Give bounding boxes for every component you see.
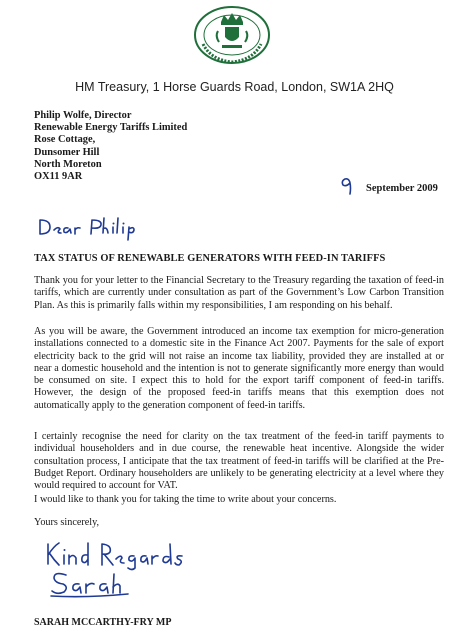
letter-date: September 2009: [366, 183, 438, 194]
recipient-line: North Moreton: [34, 158, 102, 170]
body-paragraph: As you will be aware, the Government introduced an income tax exemption for micro-generation installations connected to a domestic site in the Finance Act 2007. Payments for the sale of export electricity back to the grid will not raise an income tax liability, provided they are installed at or near a domestic household and the intention is not to generate significantly more energy than would be consumed on site. I expect this to hold for the export tariff component of feed-in tariffs. However, the design of the proposed feed-in tariffs means that this exemption does not automatically apply to the generation component of feed-in tariffs.: [34, 326, 444, 411]
treasury-seal-icon: [191, 4, 273, 66]
recipient-line: Rose Cottage,: [34, 134, 96, 146]
body-paragraph: Thank you for your letter to the Financial Secretary to the Treasury regarding the taxation of feed-in tariffs, which are currently under consultation as part of the Government’s Low Carbon Transition Plan. As this is primarily falls within my responsibilities, I am responding on his behalf.: [34, 275, 444, 311]
handwritten-sign-off: [42, 538, 192, 572]
recipient-line: Philip Wolfe, Director: [34, 110, 132, 121]
letterhead-address: HM Treasury, 1 Horse Guards Road, London, SW1A 2HQ: [75, 80, 394, 94]
letter-subject: TAX STATUS OF RENEWABLE GENERATORS WITH FEED-IN TARIFFS: [34, 253, 386, 264]
recipient-address-block: [34, 110, 187, 183]
signer-name: SARAH MCCARTHY-FRY MP: [34, 617, 172, 628]
recipient-line: OX11 9AR: [34, 171, 83, 183]
handwritten-date-day: [340, 177, 354, 195]
body-paragraph: I would like to thank you for taking the time to write about your concerns.: [34, 494, 337, 505]
letter-closing: Yours sincerely,: [34, 517, 100, 528]
handwritten-salutation: [34, 214, 154, 242]
handwritten-signature: [46, 568, 156, 600]
body-paragraph: I certainly recognise the need for clarity on the tax treatment of the feed-in tariff payments to individual householders and in due course, the renewable heat incentive. Alongside the wider consultation process, I anticipate that the tax treatment of feed-in tariffs will be clarified at the Pre-Budget Report. Ordinary householders are unlikely to be generating electricity at a level where they would required to account for VAT.: [34, 431, 444, 492]
recipient-line: Renewable Energy Tariffs Limited: [34, 122, 188, 134]
recipient-line: Dunsomer Hill: [34, 146, 100, 158]
